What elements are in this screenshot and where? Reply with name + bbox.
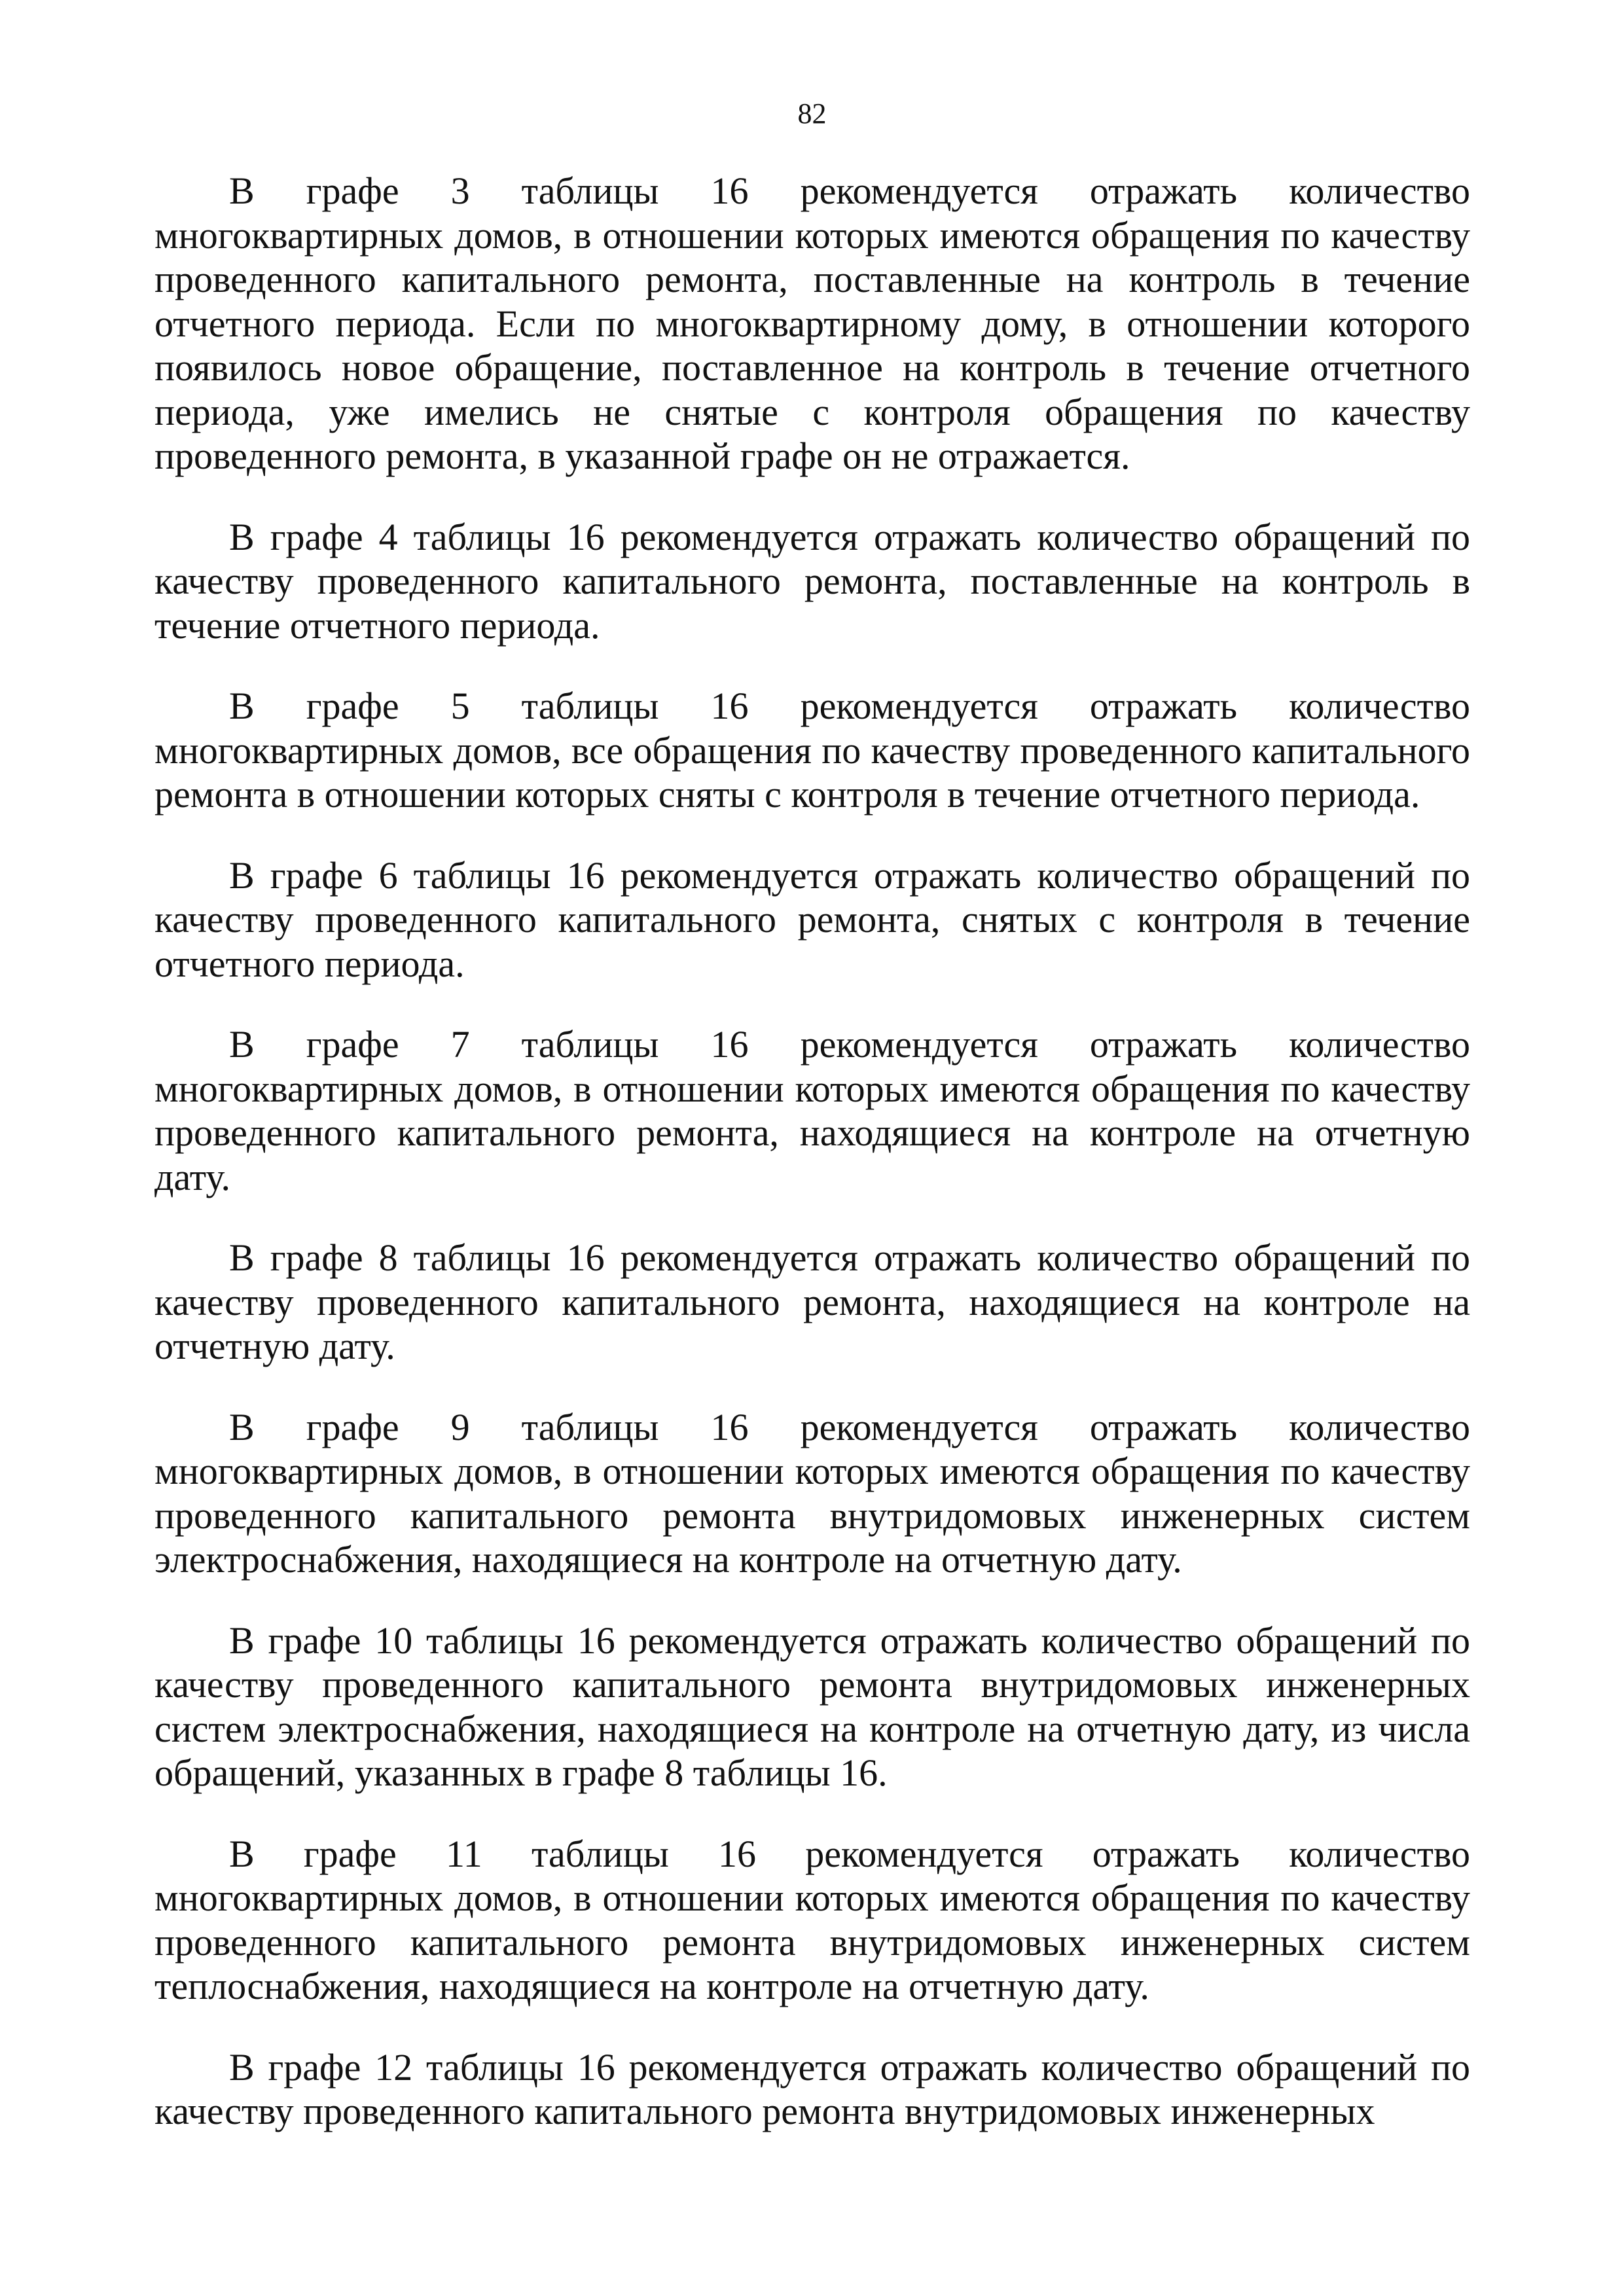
paragraph-column-3: В графе 3 таблицы 16 рекомендуется отражать количество многоквартирных домов, в отношении которых имеются обращения по качеству проведенного капитального ремонта, поставленные на контроль в течение отчетного периода. Если по многоквартирному дому, в отношении которого появилось новое обращение, поставленное на контроль в течение отчетного периода, уже имелись не снятые с контроля обращения по качеству проведенного ремонта, в указанной графе он не отражается. [154,170,1470,477]
paragraph-column-10: В графе 10 таблицы 16 рекомендуется отражать количество обращений по качеству проведенного капитального ремонта внутридомовых инженерных систем электроснабжения, находящиеся на контроле на отчетную дату, из числа обращений, указанных в графе 8 таблицы 16. [154,1619,1470,1794]
paragraph-column-11: В графе 11 таблицы 16 рекомендуется отражать количество многоквартирных домов, в отношении которых имеются обращения по качеству проведенного капитального ремонта внутридомовых инженерных систем теплоснабжения, находящиеся на контроле на отчетную дату. [154,1832,1470,2007]
paragraph-column-9: В графе 9 таблицы 16 рекомендуется отражать количество многоквартирных домов, в отношении которых имеются обращения по качеству проведенного капитального ремонта внутридомовых инженерных систем электроснабжения, находящиеся на контроле на отчетную дату. [154,1405,1470,1581]
document-body [154,169,1470,2134]
page-number: 82 [797,98,827,130]
paragraph-column-6: В графе 6 таблицы 16 рекомендуется отражать количество обращений по качеству проведенного капитального ремонта, снятых с контроля в течение отчетного периода. [154,853,1470,985]
paragraph-column-8: В графе 8 таблицы 16 рекомендуется отражать количество обращений по качеству проведенного капитального ремонта, находящиеся на контроле на отчетную дату. [154,1236,1470,1367]
paragraph-column-7: В графе 7 таблицы 16 рекомендуется отражать количество многоквартирных домов, в отношении которых имеются обращения по качеству проведенного капитального ремонта, находящиеся на контроле на отчетную дату. [154,1023,1470,1198]
paragraph-column-4: В графе 4 таблицы 16 рекомендуется отражать количество обращений по качеству проведенного капитального ремонта, поставленные на контроль в течение отчетного периода. [154,515,1470,647]
paragraph-column-12: В графе 12 таблицы 16 рекомендуется отражать количество обращений по качеству проведенного капитального ремонта внутридомовых инженерных [154,2045,1470,2132]
paragraph-column-5: В графе 5 таблицы 16 рекомендуется отражать количество многоквартирных домов, все обращения по качеству проведенного капитального ремонта в отношении которых сняты с контроля в течение отчетного периода. [154,685,1470,816]
